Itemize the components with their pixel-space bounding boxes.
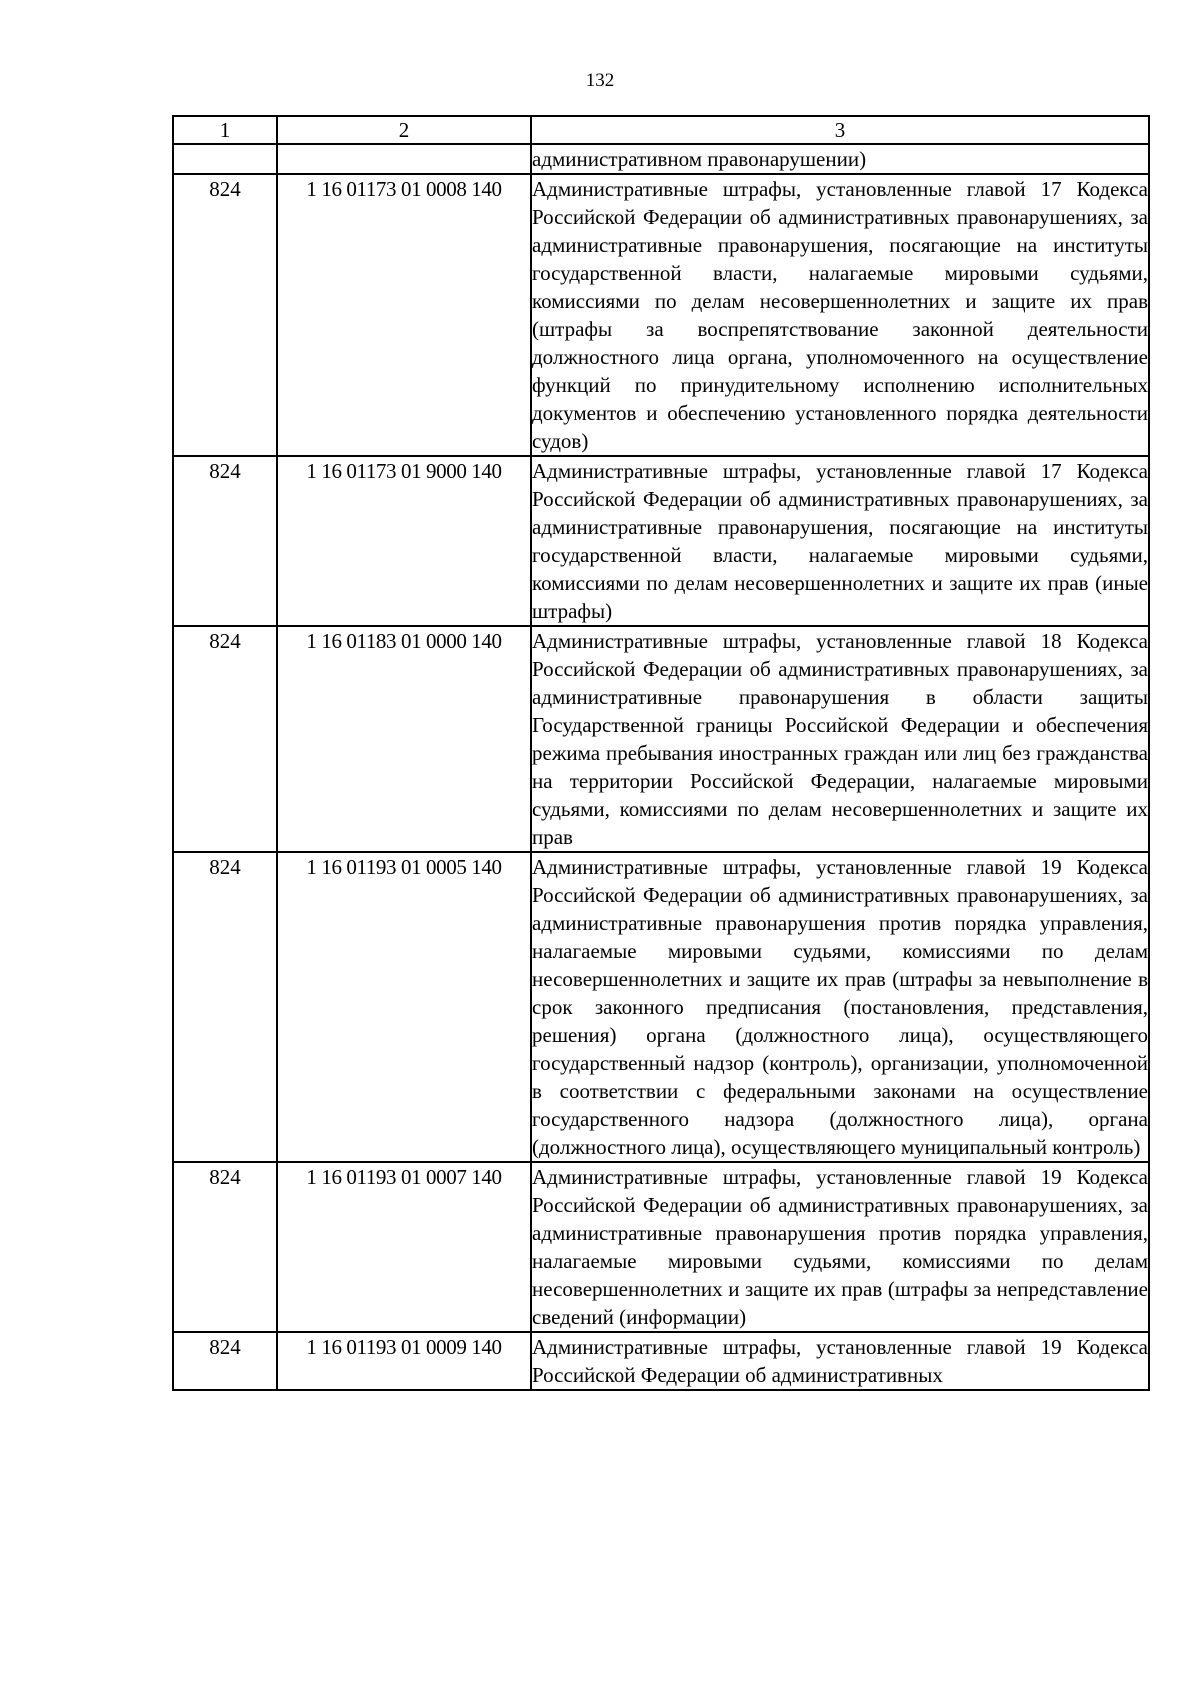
row-description: Административные штрафы, установленные главой 19 Кодекса Российской Федерации об административных правонарушениях, за административные правонарушения против порядка управления, налагаемые мировыми судьями, комиссиями по делам несовершеннолетних и защите их прав (штрафы за непредставление сведений (информации) bbox=[531, 1162, 1149, 1332]
budget-classification-code: 1 16 01193 01 0005 140 bbox=[277, 852, 531, 1162]
admin-code: 824 bbox=[173, 174, 277, 456]
table-header-row bbox=[173, 116, 1149, 144]
page-number: 132 bbox=[585, 70, 615, 91]
budget-classification-code: 1 16 01173 01 0008 140 bbox=[277, 174, 531, 456]
budget-classification-code: 1 16 01193 01 0009 140 bbox=[277, 1332, 531, 1390]
row-description: Административные штрафы, установленные главой 19 Кодекса Российской Федерации об административных правонарушениях, за административные правонарушения против порядка управления, налагаемые мировыми судьями, комиссиями по делам несовершеннолетних и защите их прав (штрафы за невыполнение в срок законного предписания (постановления, представления, решения) органа (должностного лица), осуществляющего государственный надзор (контроль), организации, уполномоченной в соответствии с федеральными законами на осуществление государственного надзора (должностного лица), органа (должностного лица), осуществляющего муниципальный контроль) bbox=[531, 852, 1149, 1162]
budget-codes-table bbox=[172, 115, 1150, 1391]
budget-classification-code: 1 16 01193 01 0007 140 bbox=[277, 1162, 531, 1332]
admin-code: 824 bbox=[173, 852, 277, 1162]
continuation-row bbox=[173, 144, 1149, 174]
row-description: Административные штрафы, установленные главой 18 Кодекса Российской Федерации об административных правонарушениях, за административные правонарушения в области защиты Государственной границы Российской Федерации и обеспечения режима пребывания иностранных граждан или лиц без гражданства на территории Российской Федерации, налагаемые мировыми судьями, комиссиями по делам несовершеннолетних и защите их прав bbox=[531, 626, 1149, 852]
budget-classification-code: 1 16 01183 01 0000 140 bbox=[277, 626, 531, 852]
column-header-3: 3 bbox=[531, 116, 1149, 144]
code-cell bbox=[277, 144, 531, 174]
row-description: Административные штрафы, установленные главой 17 Кодекса Российской Федерации об административных правонарушениях, за административные правонарушения, посягающие на институты государственной власти, налагаемые мировыми судьями, комиссиями по делам несовершеннолетних и защите их прав (иные штрафы) bbox=[531, 456, 1149, 626]
table-row bbox=[173, 626, 1149, 852]
table-row bbox=[173, 456, 1149, 626]
admin-cell bbox=[173, 144, 277, 174]
budget-classification-code: 1 16 01173 01 9000 140 bbox=[277, 456, 531, 626]
column-header-2: 2 bbox=[277, 116, 531, 144]
table-row bbox=[173, 852, 1149, 1162]
admin-code: 824 bbox=[173, 1162, 277, 1332]
admin-code: 824 bbox=[173, 456, 277, 626]
column-header-1: 1 bbox=[173, 116, 277, 144]
table-row bbox=[173, 1332, 1149, 1390]
row-description: Административные штрафы, установленные главой 17 Кодекса Российской Федерации об административных правонарушениях, за административные правонарушения, посягающие на институты государственной власти, налагаемые мировыми судьями, комиссиями по делам несовершеннолетних и защите их прав (штрафы за воспрепятствование законной деятельности должностного лица органа, уполномоченного на осуществление функций по принудительному исполнению исполнительных документов и обеспечению установленного порядка деятельности судов) bbox=[531, 174, 1149, 456]
admin-code: 824 bbox=[173, 1332, 277, 1390]
table-row bbox=[173, 174, 1149, 456]
admin-code: 824 bbox=[173, 626, 277, 852]
table-row bbox=[173, 1162, 1149, 1332]
row-description: Административные штрафы, установленные главой 19 Кодекса Российской Федерации об административных bbox=[531, 1332, 1149, 1390]
continuation-text: административном правонарушении) bbox=[531, 144, 1149, 174]
